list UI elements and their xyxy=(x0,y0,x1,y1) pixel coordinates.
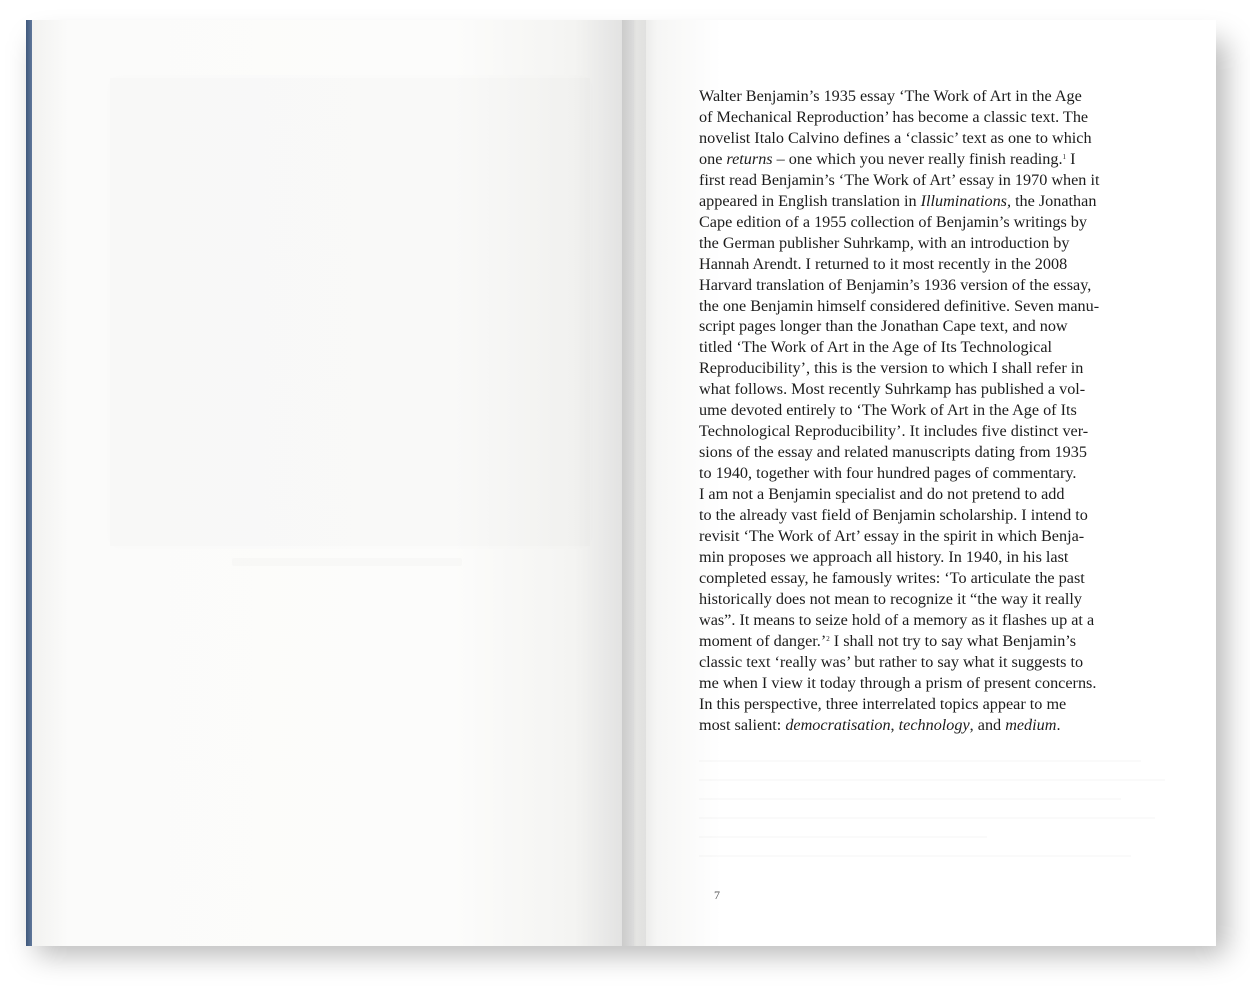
text-line: titled ‘The Work of Art in the Age of Its Technological xyxy=(699,338,1053,357)
text-line: min proposes we approach all history. In 1940, in his last xyxy=(699,547,1069,566)
open-book-spread xyxy=(24,20,1216,946)
text-line: Technological Reproducibility’. It includes five distinct ver- xyxy=(699,422,1089,441)
text-run: – one which you never really finish reading. xyxy=(772,149,1063,168)
footnote-marker: 1 xyxy=(1062,152,1067,161)
text-line: Harvard translation of Benjamin’s 1936 version of the essay, xyxy=(699,275,1092,294)
text-line: to the already vast field of Benjamin scholarship. I intend to xyxy=(699,506,1088,525)
text-line xyxy=(699,149,1189,170)
book-gutter xyxy=(622,20,646,946)
text-line: historically does not mean to recognize it “the way it really xyxy=(699,589,1082,608)
text-line: the one Benjamin himself considered definitive. Seven manu- xyxy=(699,296,1100,315)
text-line: Walter Benjamin’s 1935 essay ‘The Work of Art in the Age xyxy=(699,87,1082,105)
text-run: I shall not try to say what Benjamin’s xyxy=(829,631,1077,650)
right-page xyxy=(634,20,1216,946)
text-line xyxy=(699,191,1189,212)
text-line: Cape edition of a 1955 collection of Benjamin’s writings by xyxy=(699,212,1087,231)
text-line: revisit ‘The Work of Art’ essay in the spirit in which Benja- xyxy=(699,527,1085,546)
italic-text: technology xyxy=(898,715,970,734)
text-line: ume devoted entirely to ‘The Work of Art in the Age of Its xyxy=(699,401,1077,420)
show-through-caption xyxy=(232,558,462,566)
show-through-text xyxy=(699,760,1179,874)
text-line: of Mechanical Reproduction’ has become a classic text. The xyxy=(699,107,1089,126)
italic-text: democratisation xyxy=(785,715,891,734)
text-run: appeared in English translation in xyxy=(699,191,921,210)
italic-text: returns xyxy=(726,149,773,168)
text-line: script pages longer than the Jonathan Cape text, and now xyxy=(699,317,1068,336)
text-line xyxy=(699,715,1189,736)
text-line: sions of the essay and related manuscripts dating from 1935 xyxy=(699,443,1087,462)
text-line: I am not a Benjamin specialist and do not pretend to add xyxy=(699,485,1065,504)
left-page xyxy=(32,20,634,946)
text-line: what follows. Most recently Suhrkamp has published a vol- xyxy=(699,380,1086,399)
text-line: to 1940, together with four hundred pages of commentary. xyxy=(699,464,1077,483)
text-line: was”. It means to seize hold of a memory as it flashes up at a xyxy=(699,610,1095,629)
text-run: . xyxy=(1056,715,1061,734)
body-paragraph xyxy=(699,86,1189,736)
text-line: me when I view it today through a prism of present concerns. xyxy=(699,673,1097,692)
text-run: , xyxy=(890,715,899,734)
text-line: the German publisher Suhrkamp, with an introduction by xyxy=(699,233,1070,252)
text-line: completed essay, he famously writes: ‘To articulate the past xyxy=(699,568,1085,587)
show-through-image xyxy=(110,78,590,546)
page-number: 7 xyxy=(714,888,720,902)
text-run: I xyxy=(1066,149,1076,168)
text-line: first read Benjamin’s ‘The Work of Art’ essay in 1970 when it xyxy=(699,170,1100,189)
text-run: the Jonathan xyxy=(1011,191,1097,210)
text-run: one xyxy=(699,149,727,168)
footnote-marker: 2 xyxy=(826,634,830,643)
italic-text: Illuminations, xyxy=(920,191,1012,210)
text-line: classic text ‘really was’ but rather to say what it suggests to xyxy=(699,652,1084,671)
italic-text: medium xyxy=(1005,715,1057,734)
text-line: In this perspective, three interrelated topics appear to me xyxy=(699,694,1067,713)
text-line xyxy=(699,631,1189,652)
text-run: moment of danger.’ xyxy=(699,631,827,650)
text-line: Reproducibility’, this is the version to which I shall refer in xyxy=(699,359,1084,378)
text-line: Hannah Arendt. I returned to it most recently in the 2008 xyxy=(699,254,1068,273)
text-line: novelist Italo Calvino defines a ‘classic’ text as one to which xyxy=(699,128,1092,147)
text-run: , and xyxy=(969,715,1006,734)
text-run: most salient: xyxy=(699,715,786,734)
